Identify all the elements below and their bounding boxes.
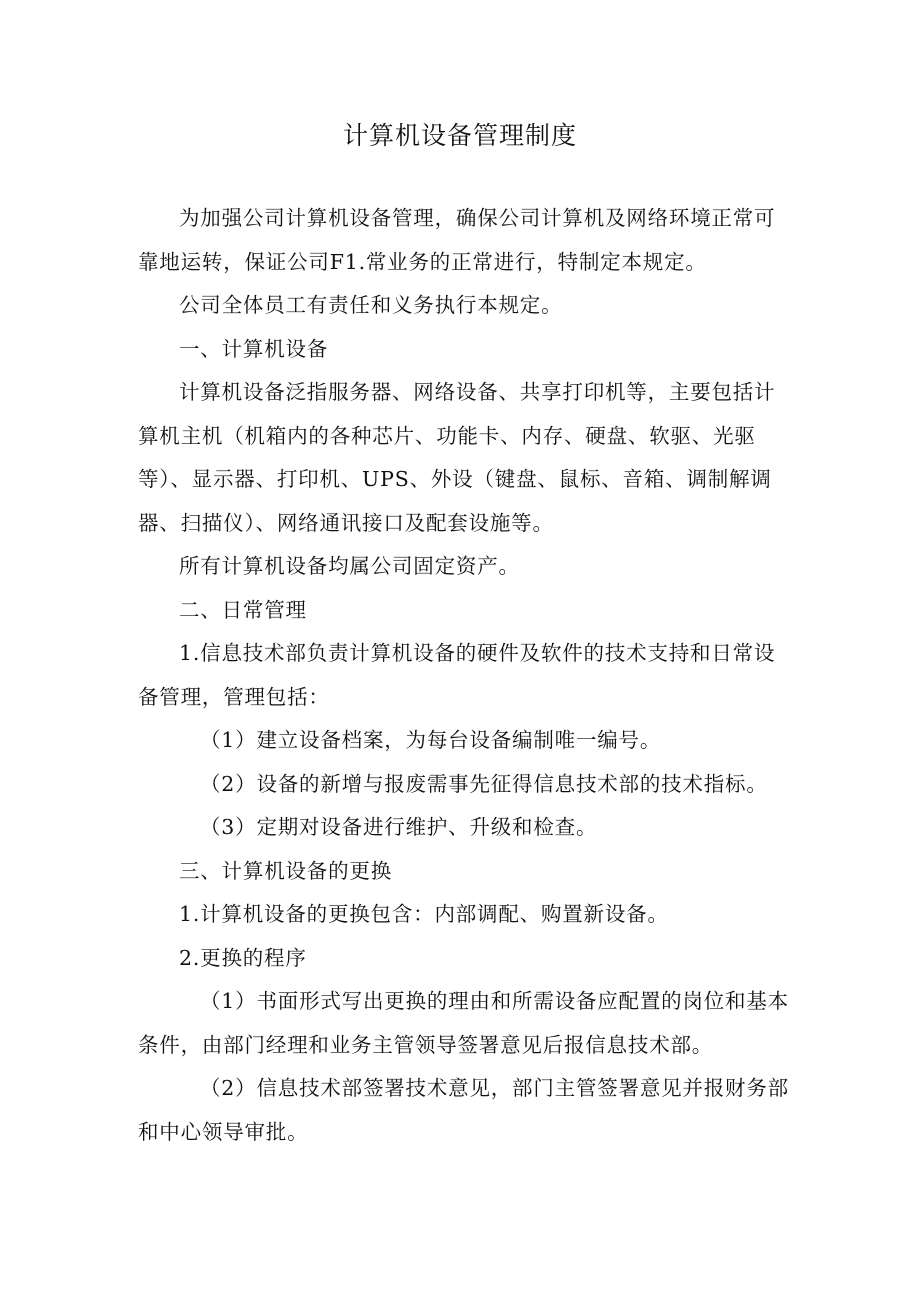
paragraph-replacement-procedure: 2.更换的程序	[179, 945, 307, 970]
section-heading-1: 一、计算机设备	[179, 336, 329, 361]
paragraph-purpose: 为加强公司计算机设备管理，确保公司计算机及网络环境正常可靠地运转，保证公司F1.常业务的正常进行，特制定本规定。	[138, 206, 776, 274]
section-heading-3: 三、计算机设备的更换	[179, 858, 392, 883]
paragraph-equipment-definition: 计算机设备泛指服务器、网络设备、共享打印机等，主要包括计算机主机（机箱内的各种芯片、功能卡、内存、硬盘、软驱、光驱等）、显示器、打印机、UPS、外设（键盘、鼠标、音箱、调制解调器、扫描仪）、网络通讯接口及配套设施等。	[138, 380, 776, 535]
section-heading-2: 二、日常管理	[179, 597, 307, 622]
paragraph-replacement-types: 1.计算机设备的更换包含：内部调配、购置新设备。	[179, 902, 669, 926]
list-item-archive: （1）建立设备档案，为每台设备编制唯一编号。	[200, 728, 662, 752]
paragraph-fixed-assets: 所有计算机设备均属公司固定资产。	[179, 554, 520, 578]
document-body	[138, 197, 794, 1154]
list-item-written-request: （1）书面形式写出更换的理由和所需设备应配置的岗位和基本条件，由部门经理和业务主管领导签署意见后报信息技术部。	[138, 989, 789, 1057]
paragraph-responsibility: 公司全体员工有责任和义务执行本规定。	[179, 293, 563, 317]
list-item-approval: （2）信息技术部签署技术意见，部门主管签署意见并报财务部和中心领导审批。	[138, 1076, 789, 1144]
list-item-new-scrap: （2）设备的新增与报废需事先征得信息技术部的技术指标。	[200, 771, 768, 796]
document-title: 计算机设备管理制度	[342, 121, 577, 150]
paragraph-it-department: 1.信息技术部负责计算机设备的硬件及软件的技术支持和日常设备管理，管理包括：	[138, 641, 776, 709]
list-item-maintenance: （3）定期对设备进行维护、升级和检查。	[200, 815, 598, 839]
